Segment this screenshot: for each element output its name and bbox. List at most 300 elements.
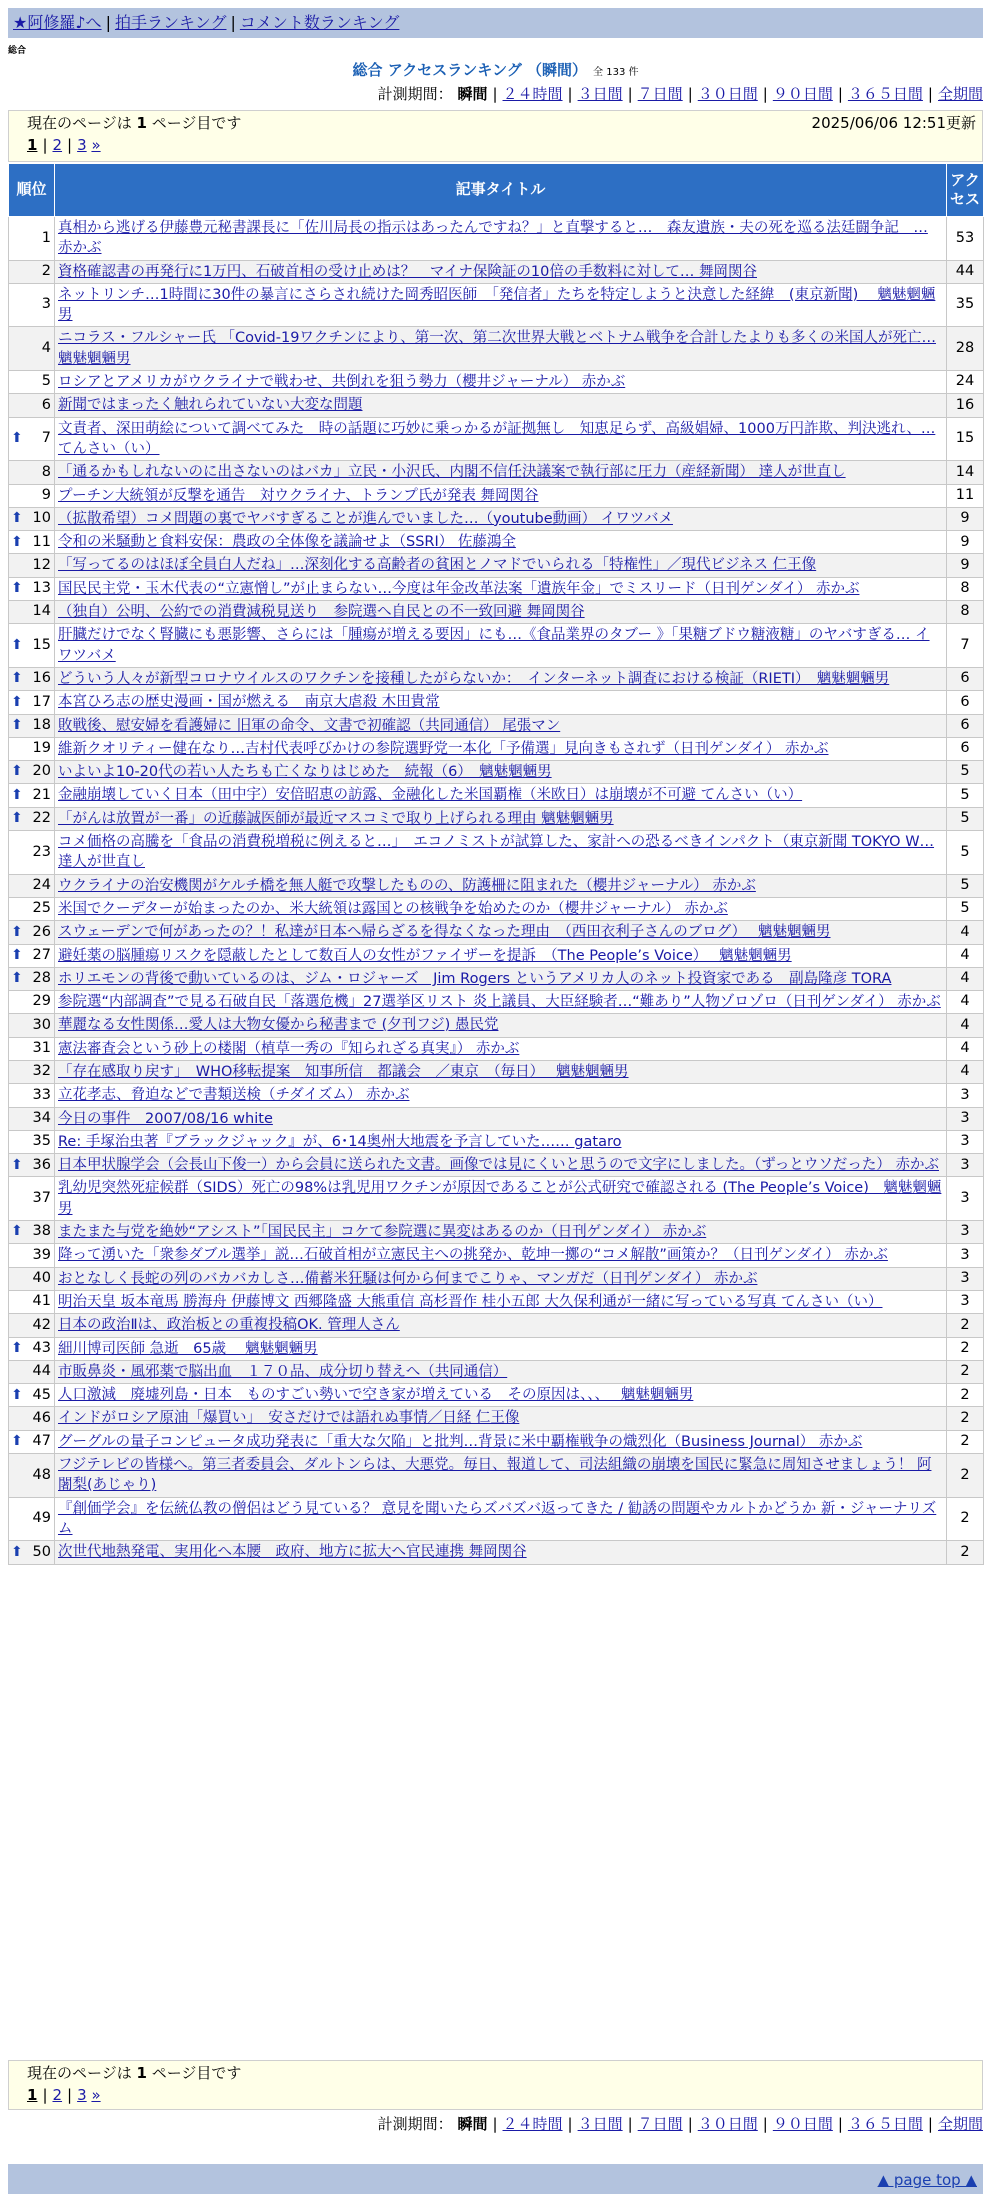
table-row	[9, 874, 984, 897]
table-row	[9, 1060, 984, 1083]
title-cell	[55, 283, 947, 327]
article-link[interactable]: 国民民主党・玉木代表の“立憲憎し”が止まらない…今度は年金改革法案「遺族年金」でミスリード（日刊ゲンダイ） 赤かぶ	[58, 580, 860, 597]
access-count: 2	[947, 1454, 984, 1498]
table-row	[9, 737, 984, 760]
rank-number: 31	[32, 1040, 51, 1057]
title-cell	[55, 577, 947, 600]
title-cell	[55, 1267, 947, 1290]
title-cell	[55, 484, 947, 507]
access-count: 11	[947, 484, 984, 507]
table-row	[9, 1360, 984, 1383]
page-info-box-bottom	[8, 2060, 983, 2110]
page-info-number: 1	[136, 2064, 147, 2082]
current-page-text	[27, 2063, 241, 2083]
article-link[interactable]: 細川博司医師 急逝 65歳 魑魅魍魎男	[58, 1340, 318, 1357]
access-count: 2	[947, 1407, 984, 1430]
title-cell	[55, 1177, 947, 1221]
article-link[interactable]: 市販鼻炎・風邪薬で脳出血 １７０品、成分切り替えへ（共同通信）	[58, 1363, 508, 1380]
access-count: 2	[947, 1360, 984, 1383]
period-separator: |	[627, 2115, 633, 2133]
rank-cell	[9, 714, 55, 737]
up-arrow-icon: ⬆	[11, 923, 23, 940]
pager-next[interactable]: »	[91, 136, 101, 154]
pager-separator: |	[42, 2086, 48, 2104]
period-selector-bottom	[378, 2114, 983, 2134]
rank-number: 46	[32, 1409, 51, 1426]
up-arrow-icon: ⬆	[11, 763, 23, 780]
rank-cell	[9, 784, 55, 807]
article-link[interactable]: 憲法審査会という砂上の楼閣（植草一秀の『知られざる真実』） 赤かぶ	[58, 1040, 520, 1057]
rank-cell	[9, 1384, 55, 1407]
rank-cell	[9, 507, 55, 530]
article-link[interactable]: 今日の事件 2007/08/16 white	[58, 1110, 273, 1127]
period-separator: |	[927, 85, 933, 103]
up-arrow-icon: ⬆	[11, 510, 23, 527]
period-separator: |	[687, 85, 693, 103]
rank-number: 7	[41, 430, 51, 447]
period-link-6[interactable]: 全期間	[937, 2115, 983, 2133]
access-count: 44	[947, 260, 984, 283]
rank-number: 28	[32, 970, 51, 987]
article-link[interactable]: 維新クオリティー健在なり…吉村代表呼びかけの参院選野党一本化「予備選」見向きもされず（日刊ゲンダイ） 赤かぶ	[58, 740, 829, 757]
header-title: 記事タイトル	[55, 164, 947, 217]
table-row	[9, 1290, 984, 1313]
rank-number: 40	[32, 1270, 51, 1287]
article-link[interactable]: 参院選“内部調査”で見る石破自民「落選危機」27選挙区リスト 炎上議員、大臣経験者…“難あり”人物ゾロゾロ（日刊ゲンダイ） 赤かぶ	[58, 994, 941, 1011]
title-cell	[55, 1337, 947, 1360]
period-link-2[interactable]: ７日間	[637, 85, 683, 103]
article-link[interactable]: 肝臓だけでなく腎臓にも悪影響、さらには「腫瘍が増える要因」にも…《食品業界のタブー 》「果糖ブドウ糖液糖」のヤバすぎる… イワツバメ	[58, 627, 930, 664]
table-row	[9, 714, 984, 737]
rank-number: 14	[32, 603, 51, 620]
article-link[interactable]: 降って湧いた「衆参ダブル選挙」説…石破首相が立憲民主への挑発か、乾坤一擲の“コメ解散”画策か？（日刊ゲンダイ） 赤かぶ	[58, 1247, 888, 1264]
period-label: 計測期間：	[377, 2115, 453, 2133]
access-count: 3	[947, 1130, 984, 1153]
page-title-text: 総合 アクセスランキング （瞬間）	[352, 61, 588, 79]
article-link[interactable]: スウェーデンで何があったの？！私達が日本へ帰らざるを得なくなった理由 （西田衣利子さんのブログ） 魑魅魍魎男	[58, 924, 831, 941]
rank-cell	[9, 1221, 55, 1244]
table-row	[9, 944, 984, 967]
period-separator: |	[927, 2115, 933, 2133]
title-cell	[55, 831, 947, 875]
rank-number: 37	[32, 1189, 51, 1206]
article-link[interactable]: 避妊薬の脳腫瘍リスクを隠蔽したとして数百人の女性がファイザーを提訴 （The People’s Voice） 魑魅魍魎男	[58, 947, 792, 964]
access-count: 4	[947, 944, 984, 967]
access-count: 3	[947, 1221, 984, 1244]
title-cell	[55, 217, 947, 261]
access-count: 2	[947, 1430, 984, 1453]
title-cell	[55, 1084, 947, 1107]
access-count: 9	[947, 531, 984, 554]
table-row	[9, 507, 984, 530]
rank-cell	[9, 1337, 55, 1360]
title-cell	[55, 260, 947, 283]
article-link[interactable]: 文責者、深田萌絵について調べてみた 時の話題に巧妙に乗っかるが証拠無し 知恵足らず、高級娼婦、1000万円詐欺、判決逃れ、… てんさい（い）	[58, 420, 936, 457]
up-arrow-icon: ⬆	[11, 946, 23, 963]
title-cell	[55, 394, 947, 417]
rank-number: 29	[32, 993, 51, 1010]
table-row	[9, 217, 984, 261]
article-link[interactable]: 米国でクーデターが始まったのか、米大統領は露国との核戦争を始めたのか（櫻井ジャーナル） 赤かぶ	[58, 900, 728, 917]
access-count: 2	[947, 1497, 984, 1541]
title-cell	[55, 807, 947, 830]
rank-cell	[9, 1084, 55, 1107]
article-link[interactable]: ホリエモンの背後で動いているのは、ジム・ロジャーズ Jim Rogers というアメリカ人のネット投資家である 副島隆彦 TORA	[58, 970, 892, 987]
pager-separator: |	[67, 2086, 73, 2104]
rank-number: 25	[32, 900, 51, 917]
table-row	[9, 1244, 984, 1267]
period-link-6[interactable]: 全期間	[937, 85, 983, 103]
title-cell	[55, 1384, 947, 1407]
rank-number: 48	[32, 1466, 51, 1483]
pager-next[interactable]: »	[91, 2086, 101, 2104]
rank-number: 32	[32, 1063, 51, 1080]
article-link[interactable]: グーグルの量子コンピュータ成功発表に「重大な欠陥」と批判…背景に米中覇権戦争の熾烈化（Business Journal） 赤かぶ	[58, 1433, 863, 1450]
table-row	[9, 1014, 984, 1037]
table-row	[9, 1267, 984, 1290]
bottom-bar	[8, 2164, 983, 2194]
article-link[interactable]: 新聞ではまったく触れられていない大変な問題	[58, 397, 363, 414]
title-cell	[55, 714, 947, 737]
rank-number: 24	[32, 876, 51, 893]
rank-number: 23	[32, 843, 51, 860]
header-access: アクセス	[947, 164, 984, 217]
access-count: 8	[947, 577, 984, 600]
rank-number: 44	[32, 1363, 51, 1380]
table-row	[9, 1154, 984, 1177]
article-link[interactable]: フジテレビの皆様へ。第三者委員会、ダルトンらは、大悪党。毎日、報道して、司法組織の崩壊を国民に緊急に周知させましょう！ 阿闍梨(あじゃり)	[58, 1457, 932, 1494]
rank-number: 30	[32, 1016, 51, 1033]
rank-cell	[9, 1014, 55, 1037]
access-count: 14	[947, 461, 984, 484]
period-link-3[interactable]: ３０日間	[697, 2115, 758, 2133]
rank-number: 47	[32, 1433, 51, 1450]
rank-cell	[9, 667, 55, 690]
table-row	[9, 807, 984, 830]
rank-cell	[9, 761, 55, 784]
article-link[interactable]: 華麗なる女性関係…愛人は大物女優から秘書まで (夕刊フジ) 愚民党	[58, 1017, 499, 1034]
table-row	[9, 577, 984, 600]
rank-cell	[9, 554, 55, 577]
article-link[interactable]: 本宮ひろ志の歴史漫画・国が燃える 南京大虐殺 木田貴常	[58, 694, 440, 711]
article-link[interactable]: 日本の政治Ⅱは、政治板との重複投稿OK. 管理人さん	[58, 1317, 400, 1334]
access-count: 3	[947, 1107, 984, 1130]
title-cell	[55, 507, 947, 530]
period-link-1[interactable]: ３日間	[577, 2115, 623, 2133]
article-link[interactable]: 「写ってるのはほぼ全員白人だね」…深刻化する高齢者の貧困とノマドでいられる「特権性」／現代ビジネス 仁王像	[58, 557, 817, 574]
pager-link-2[interactable]: 2	[52, 2086, 63, 2104]
pager-link-2[interactable]: 2	[52, 136, 63, 154]
home-link[interactable]: ★阿修羅♪へ	[13, 13, 102, 32]
current-page-text	[27, 113, 241, 133]
table-header-row	[9, 164, 984, 217]
title-cell	[55, 461, 947, 484]
pager-separator: |	[42, 136, 48, 154]
article-link[interactable]: Re: 手塚治虫著『ブラックジャック』が、6･14奥州大地震を予言していた…… gataro	[58, 1133, 622, 1150]
access-count: 5	[947, 761, 984, 784]
rank-number: 8	[41, 463, 51, 480]
up-arrow-icon: ⬆	[11, 970, 23, 987]
title-cell	[55, 601, 947, 624]
title-cell	[55, 967, 947, 990]
period-separator: |	[762, 85, 768, 103]
title-cell	[55, 1407, 947, 1430]
rank-cell	[9, 217, 55, 261]
comment-ranking-link[interactable]: コメント数ランキング	[239, 13, 400, 32]
page-title	[0, 60, 991, 80]
title-cell	[55, 554, 947, 577]
rank-number: 43	[32, 1339, 51, 1356]
period-separator: |	[687, 2115, 693, 2133]
rank-cell	[9, 577, 55, 600]
page-info-suffix: ページ目です	[151, 2064, 242, 2082]
article-link[interactable]: 「存在感取り戻す」 WHO移転提案 知事所信 都議会 ／東京 （毎日） 魑魅魍魎男	[58, 1063, 629, 1080]
title-cell	[55, 1360, 947, 1383]
access-count: 4	[947, 921, 984, 944]
rank-number: 2	[41, 262, 51, 279]
rank-cell	[9, 601, 55, 624]
pager-link-3[interactable]: 3	[77, 2086, 87, 2104]
rank-cell	[9, 1454, 55, 1498]
article-link[interactable]: 明治天皇 坂本竜馬 勝海舟 伊藤博文 西郷隆盛 大熊重信 高杉晋作 桂小五郎 大久保利通が一緒に写っている写真 てんさい（い）	[58, 1293, 883, 1310]
access-count: 53	[947, 217, 984, 261]
rank-cell	[9, 1177, 55, 1221]
title-cell	[55, 667, 947, 690]
title-cell	[55, 1107, 947, 1130]
title-cell	[55, 327, 947, 371]
rank-number: 34	[32, 1109, 51, 1126]
period-separator: |	[567, 2115, 573, 2133]
applause-ranking-link[interactable]: 拍手ランキング	[114, 13, 227, 32]
rank-cell	[9, 394, 55, 417]
up-arrow-icon: ⬆	[11, 1543, 23, 1560]
access-count: 15	[947, 417, 984, 461]
rank-cell	[9, 831, 55, 875]
table-row	[9, 1177, 984, 1221]
title-cell	[55, 531, 947, 554]
article-link[interactable]: ロシアとアメリカがウクライナで戦わせ、共倒れを狙う勢力（櫻井ジャーナル） 赤かぶ	[58, 374, 626, 391]
article-link[interactable]: 次世代地熱発電、実用化へ本腰 政府、地方に拡大へ官民連携 舞岡関谷	[58, 1544, 527, 1561]
article-link[interactable]: おとなしく長蛇の列のバカバカしさ…備蓄米狂騒は何から何までこりゃ、マンガだ（日刊ゲンダイ） 赤かぶ	[58, 1270, 758, 1287]
title-cell	[55, 1221, 947, 1244]
table-row	[9, 761, 984, 784]
up-arrow-icon: ⬆	[11, 1223, 23, 1240]
period-current: 瞬間	[457, 2115, 488, 2133]
title-cell	[55, 761, 947, 784]
rank-number: 22	[32, 810, 51, 827]
table-row	[9, 691, 984, 714]
rank-number: 35	[32, 1133, 51, 1150]
access-count: 3	[947, 1177, 984, 1221]
article-link[interactable]: （独自）公明、公約での消費減税見送り 参院選へ自民との不一致回避 舞岡関谷	[58, 604, 585, 621]
rank-cell	[9, 1360, 55, 1383]
title-cell	[55, 737, 947, 760]
rank-number: 11	[32, 533, 51, 550]
article-link[interactable]: （拡散希望）コメ問題の裏でヤバすぎることが進んでいました…（youtube動画） イワツバメ	[58, 510, 673, 527]
article-link[interactable]: 乳幼児突然死症候群（SIDS）死亡の98%は乳児用ワクチンが原因であることが公式研究で確認される (The People’s Voice) 魑魅魍魎男	[58, 1180, 942, 1217]
access-count: 6	[947, 667, 984, 690]
up-arrow-icon: ⬆	[11, 716, 23, 733]
article-link[interactable]: 『創価学会』を伝統仏教の僧侶はどう見ている？ 意見を聞いたらズバズバ返ってきた / 勧誘の問題やカルトかどうか 新・ジャーナリズム	[58, 1500, 937, 1537]
title-cell	[55, 991, 947, 1014]
table-row	[9, 461, 984, 484]
title-cell	[55, 1454, 947, 1498]
rank-number: 50	[32, 1543, 51, 1560]
rank-cell	[9, 283, 55, 327]
access-count: 5	[947, 784, 984, 807]
table-row	[9, 1384, 984, 1407]
rank-number: 36	[32, 1156, 51, 1173]
up-arrow-icon: ⬆	[11, 786, 23, 803]
access-count: 2	[947, 1314, 984, 1337]
access-count: 16	[947, 394, 984, 417]
article-link[interactable]: 真相から逃げる伊藤豊元秘書課長に「佐川局長の指示はあったんですね？」と直撃すると… 森友遺族・夫の死を巡る法廷闘争記 … 赤かぶ	[58, 220, 928, 257]
article-link[interactable]: 「がんは放置が一番」の近藤誠医師が最近マスコミで取り上げられる理由 魑魅魍魎男	[58, 810, 614, 827]
rank-number: 42	[32, 1316, 51, 1333]
period-separator: |	[762, 2115, 768, 2133]
rank-number: 49	[32, 1510, 51, 1527]
rank-number: 18	[32, 716, 51, 733]
access-count: 24	[947, 371, 984, 394]
table-row	[9, 991, 984, 1014]
period-selector-top	[378, 84, 983, 104]
total-count: 全 133 件	[593, 67, 639, 78]
rank-number: 4	[41, 340, 51, 356]
article-link[interactable]: 日本甲状腺学会（会長山下俊一）から会員に送られた文書。画像では見にくいと思うので文字にしました。（ずっとウソだった） 赤かぶ	[58, 1157, 939, 1174]
table-row	[9, 260, 984, 283]
rank-number: 26	[32, 923, 51, 940]
period-link-4[interactable]: ９０日間	[772, 85, 833, 103]
rank-cell	[9, 1267, 55, 1290]
table-row	[9, 784, 984, 807]
period-link-3[interactable]: ３０日間	[697, 85, 758, 103]
access-count: 4	[947, 1037, 984, 1060]
period-link-0[interactable]: ２４時間	[502, 2115, 563, 2133]
article-link[interactable]: 令和の米騒動と食料安保：農政の全体像を議論せよ（SSRI） 佐藤鴻全	[58, 534, 516, 551]
up-arrow-icon: ⬆	[11, 1339, 23, 1356]
rank-cell	[9, 1037, 55, 1060]
rank-number: 27	[32, 946, 51, 963]
article-link[interactable]: 金融崩壊していく日本（田中宇）安倍昭恵の訪露、金融化した米国覇権（米欧日）は崩壊が不可避 てんさい（い）	[58, 787, 803, 804]
rank-cell	[9, 1130, 55, 1153]
period-link-1[interactable]: ３日間	[577, 85, 623, 103]
page-info-prefix: 現在のページは	[27, 2064, 132, 2082]
rank-number: 9	[41, 486, 51, 503]
table-row	[9, 1221, 984, 1244]
article-link[interactable]: ニコラス・フルシャー氏 「Covid-19ワクチンにより、第一次、第二次世界大戦とベトナム戦争を合計したよりも多くの米国人が死亡… 魑魅魍魎男	[58, 330, 936, 367]
article-link[interactable]: ウクライナの治安機関がケルチ橋を無人艇で攻撃したものの、防護柵に阻まれた（櫻井ジャーナル） 赤かぶ	[58, 877, 756, 894]
pager-link-3[interactable]: 3	[77, 136, 87, 154]
article-link[interactable]: 「通るかもしれないのに出さないのはバカ」立民・小沢氏、内閣不信任決議案で執行部に圧力（産経新聞） 達人が世直し	[58, 464, 846, 481]
article-link[interactable]: どういう人々が新型コロナウイルスのワクチンを接種したがらないか： インターネット調査における検証（RIETI） 魑魅魍魎男	[58, 670, 890, 687]
table-row	[9, 1497, 984, 1541]
title-cell	[55, 371, 947, 394]
ranking-table	[8, 163, 984, 1565]
title-cell	[55, 874, 947, 897]
access-count: 3	[947, 1290, 984, 1313]
table-row	[9, 484, 984, 507]
period-link-2[interactable]: ７日間	[637, 2115, 683, 2133]
up-arrow-icon: ⬆	[11, 1156, 23, 1173]
period-link-5[interactable]: ３６５日間	[847, 85, 923, 103]
rank-cell	[9, 260, 55, 283]
rank-cell	[9, 1107, 55, 1130]
article-link[interactable]: ネットリンチ…1時間に30件の暴言にさらされ続けた岡秀昭医師 「発信者」たちを特定しようと決意した経緯 (東京新聞) 魑魅魍魎男	[58, 286, 936, 324]
rank-number: 10	[32, 510, 51, 527]
rank-cell	[9, 691, 55, 714]
title-cell	[55, 1014, 947, 1037]
rank-cell	[9, 897, 55, 920]
title-cell	[55, 944, 947, 967]
article-link[interactable]: いよいよ10-20代の若い人たちも亡くなりはじめた 続報（6） 魑魅魍魎男	[58, 764, 552, 781]
access-count: 5	[947, 897, 984, 920]
pager-separator: |	[67, 136, 73, 154]
rank-cell	[9, 1314, 55, 1337]
access-count: 28	[947, 327, 984, 371]
title-cell	[55, 1430, 947, 1453]
article-link[interactable]: インドがロシア原油「爆買い」 安さだけでは語れぬ事情／日経 仁王像	[58, 1410, 520, 1427]
table-row	[9, 417, 984, 461]
access-count: 6	[947, 691, 984, 714]
article-link[interactable]: 資格確認書の再発行に1万円、石破首相の受け止めは？ マイナ保険証の10倍の手数料に対して… 舞岡関谷	[58, 263, 757, 280]
page-top-link[interactable]: ▲ page top ▲	[877, 2171, 977, 2189]
article-link[interactable]: プーチン大統領が反撃を通告 対ウクライナ、トランプ氏が発表 舞岡関谷	[58, 487, 539, 504]
rank-cell	[9, 371, 55, 394]
period-link-0[interactable]: ２４時間	[502, 85, 563, 103]
access-count: 5	[947, 807, 984, 830]
table-row	[9, 283, 984, 327]
period-separator: |	[492, 85, 498, 103]
rank-number: 21	[32, 786, 51, 803]
header-rank: 順位	[9, 164, 55, 217]
period-current: 瞬間	[457, 85, 488, 103]
title-cell	[55, 1060, 947, 1083]
article-link[interactable]: 人口激減 廃墟列島・日本 ものすごい勢いで空き家が増えている その原因は、、、 魑魅魍魎男	[58, 1387, 694, 1404]
table-row	[9, 897, 984, 920]
rank-number: 5	[41, 373, 51, 390]
access-count: 4	[947, 967, 984, 990]
rank-number: 45	[32, 1386, 51, 1403]
rank-cell	[9, 944, 55, 967]
rank-cell	[9, 1060, 55, 1083]
rank-number: 3	[41, 296, 51, 313]
period-link-5[interactable]: ３６５日間	[847, 2115, 923, 2133]
access-count: 2	[947, 1541, 984, 1564]
table-row	[9, 1407, 984, 1430]
title-cell	[55, 784, 947, 807]
rank-cell	[9, 624, 55, 668]
period-link-4[interactable]: ９０日間	[772, 2115, 833, 2133]
rank-cell	[9, 874, 55, 897]
page-info-suffix: ページ目です	[151, 114, 242, 132]
table-row	[9, 624, 984, 668]
title-cell	[55, 1497, 947, 1541]
rank-cell	[9, 807, 55, 830]
up-arrow-icon: ⬆	[11, 430, 23, 447]
rank-cell	[9, 737, 55, 760]
article-link[interactable]: 立花孝志、脅迫などで書類送検（チダイズム） 赤かぶ	[58, 1087, 410, 1104]
article-link[interactable]: コメ価格の高騰を「食品の消費税増税に例えると…」 エコノミストが試算した、家計への恐るべきインパクト（東京新聞 TOKYO W… 達人が世直し	[58, 834, 935, 871]
period-label: 計測期間：	[377, 85, 453, 103]
title-cell	[55, 921, 947, 944]
title-cell	[55, 1314, 947, 1337]
title-cell	[55, 1290, 947, 1313]
access-count: 5	[947, 874, 984, 897]
article-link[interactable]: 敗戦後、慰安婦を看護婦に 旧軍の命令、文書で初確認（共同通信） 尾張マン	[58, 717, 561, 734]
article-link[interactable]: またまた与党を絶妙“アシスト”「国民民主」コケて参院選に異変はあるのか（日刊ゲンダイ） 赤かぶ	[58, 1224, 707, 1241]
up-arrow-icon: ⬆	[11, 533, 23, 550]
table-row	[9, 1084, 984, 1107]
